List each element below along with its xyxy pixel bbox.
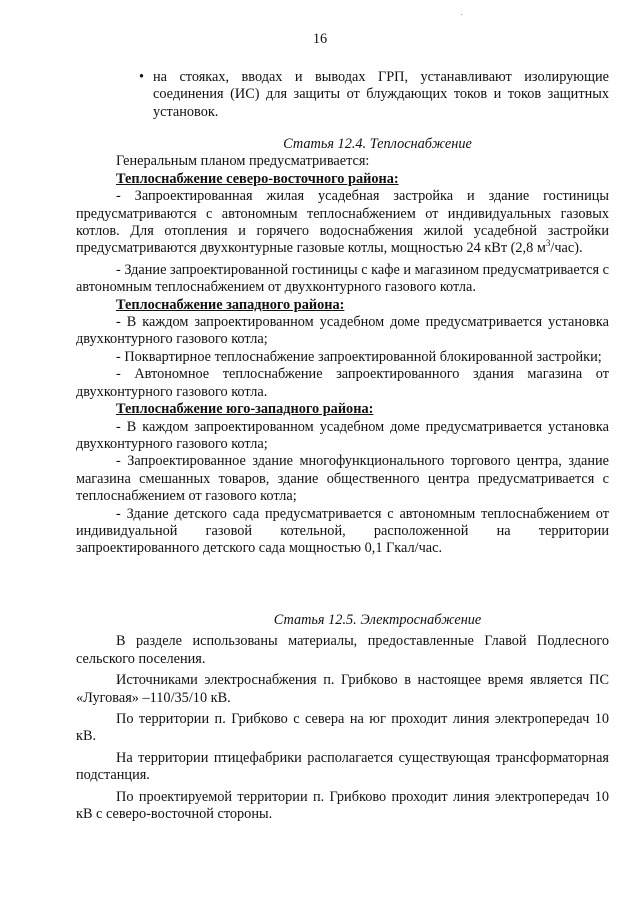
west-paragraph-2: - Поквартирное теплоснабжение запроектированной блокированной застройки; xyxy=(116,348,602,365)
article-12-4-intro: Генеральным планом предусматривается: xyxy=(116,153,370,170)
northeast-paragraph-2: - Здание запроектированной гостиницы с кафе и магазином предусматривается с автономным теплоснабжением от двухконтурного газового котла. xyxy=(76,261,609,296)
bullet-dot-icon: • xyxy=(139,69,145,85)
scan-speck xyxy=(461,14,462,15)
article-12-5 xyxy=(76,612,609,823)
article-12-4 xyxy=(76,136,609,558)
article-12-4-title: Статья 12.4. Теплоснабжение xyxy=(283,136,472,152)
southwest-paragraph-3: - Здание детского сада предусматривается с автономным теплоснабжением от индивидуальной газовой котельной, расположенной на территории запроектированного детского сада мощностью 0,1 Гкал/час. xyxy=(76,505,609,557)
southwest-heading: Теплоснабжение юго-западного района: xyxy=(116,401,374,418)
article-12-5-paragraph-2: Источниками электроснабжения п. Грибково в настоящее время является ПС «Луговая» –110/35/10 кВ. xyxy=(76,672,609,706)
article-12-5-paragraph-5: По проектируемой территории п. Грибково проходит линия электропередач 10 кВ с северо-восточной стороны. xyxy=(76,788,609,823)
article-12-5-title: Статья 12.5. Электроснабжение xyxy=(273,612,482,628)
northeast-heading: Теплоснабжение северо-восточного района: xyxy=(116,170,399,187)
article-12-5-paragraph-1: В разделе использованы материалы, предоставленные Главой Подлесного сельского поселения. xyxy=(76,633,609,667)
west-heading: Теплоснабжение западного района: xyxy=(116,296,345,313)
article-12-5-paragraph-4: На территории птицефабрики располагается существующая трансформаторная подстанция. xyxy=(76,749,609,784)
southwest-paragraph-1: - В каждом запроектированном усадебном доме предусматривается установка двухконтурного газового котла; xyxy=(76,418,609,452)
west-paragraph-1: - В каждом запроектированном усадебном доме предусматривается установка двухконтурного газового котла; xyxy=(76,314,609,348)
bullet-block xyxy=(76,69,609,121)
page-number: 16 xyxy=(312,31,328,47)
northeast-paragraph-1-sup: 3 xyxy=(545,238,551,249)
northeast-paragraph-1-text: - Запроектированная жилая усадебная застройка и здание гостиницы предусматриваются с автономным теплоснабжением от индивидуальных газовых котлов. Для отопления и горячего водоснабжения жилой усадебной застройки предусматриваются двухконтурные газовые котлы, мощностью 24 кВт (2,8 м xyxy=(76,188,609,257)
bullet-item xyxy=(139,69,609,121)
northeast-paragraph-1 xyxy=(76,188,609,258)
west-paragraph-3: - Автономное теплоснабжение запроектированного здания магазина от двухконтурного газового котла. xyxy=(76,366,609,400)
northeast-paragraph-1-tail: /час). xyxy=(550,240,583,257)
southwest-paragraph-2: - Запроектированное здание многофункционального торгового центра, здание магазина смешанных товаров, здание общественного центра предусматривается с теплоснабжением от газового котла; xyxy=(76,453,609,505)
bullet-text: на стояках, вводах и выводах ГРП, устанавливают изолирующие соединения (ИС) для защиты от блуждающих токов и токов защитных установок. xyxy=(153,69,609,120)
article-12-5-paragraph-3: По территории п. Грибково с севера на юг проходит линия электропередач 10 кВ. xyxy=(76,711,609,745)
